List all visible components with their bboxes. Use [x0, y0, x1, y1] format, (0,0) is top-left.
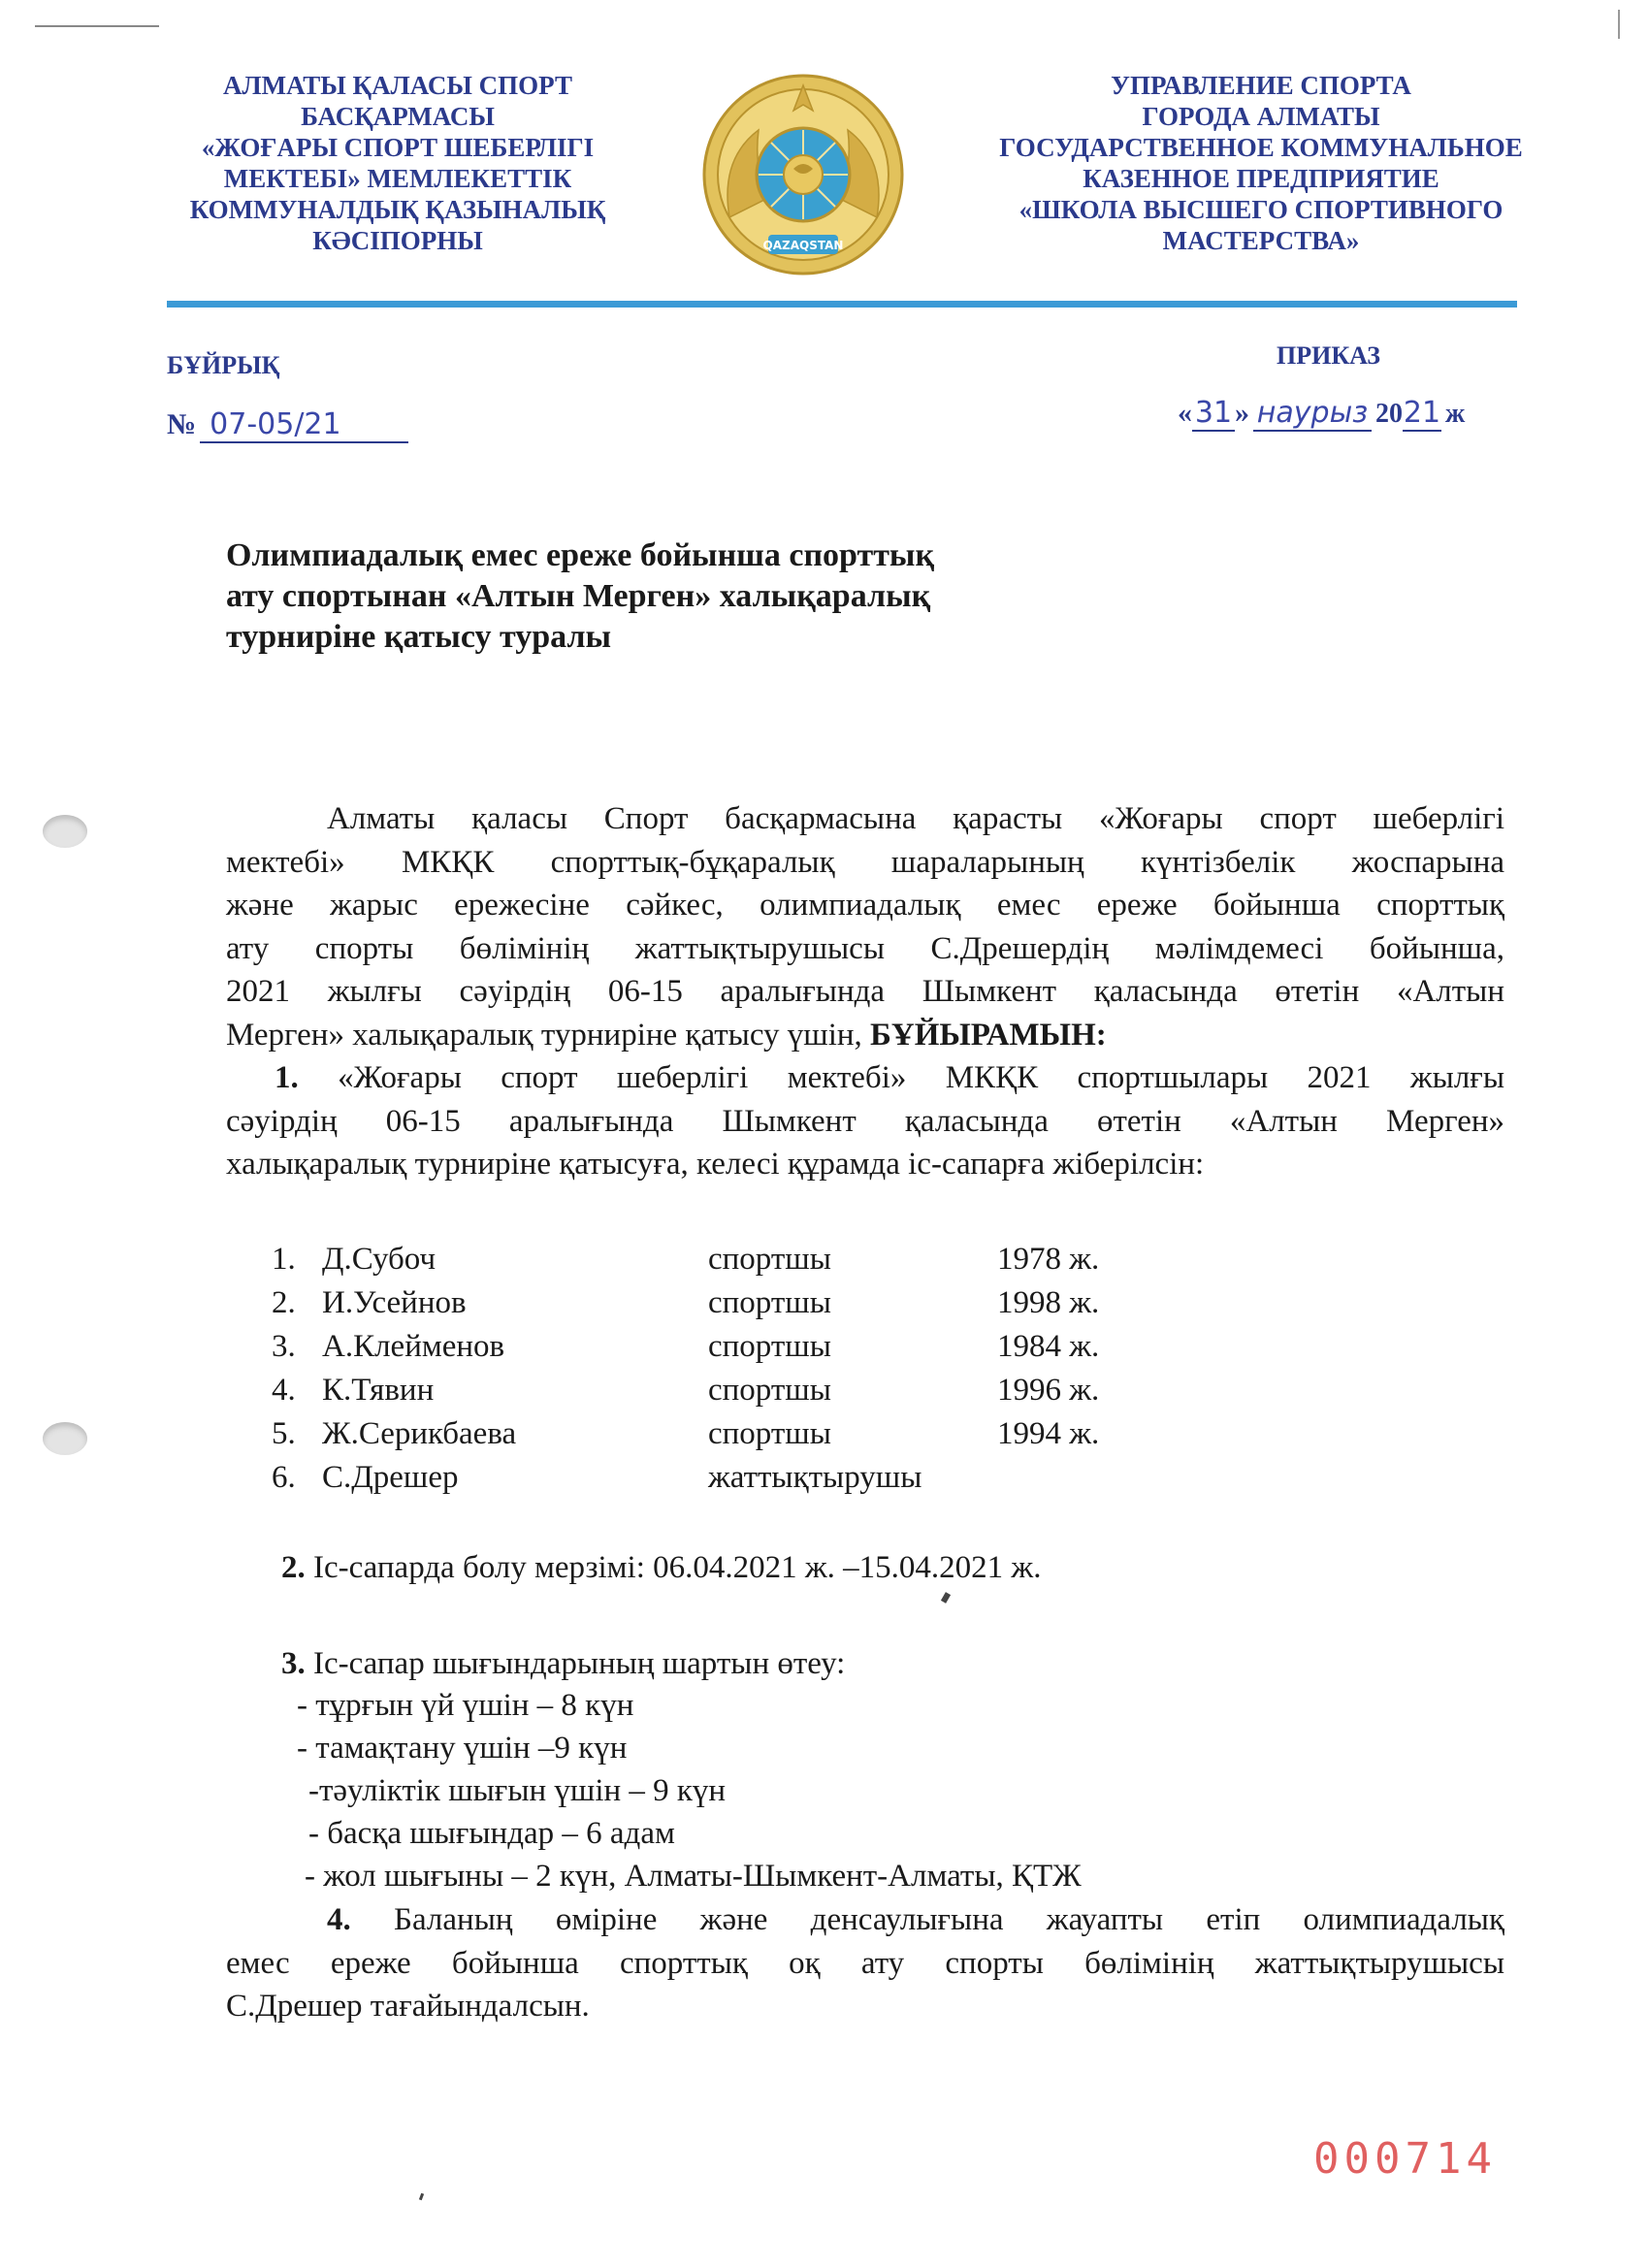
- header-left-line: МЕКТЕБІ» МЕМЛЕКЕТТІК: [223, 164, 572, 193]
- expense-item: - тамақтану үшін –9 күн: [297, 1731, 628, 1766]
- header-right-line: УПРАВЛЕНИЕ СПОРТА: [1111, 71, 1411, 100]
- intro-command: БҰЙЫРАМЫН:: [870, 1017, 1107, 1053]
- item-3: [281, 1642, 845, 1686]
- participant-number: 4.: [272, 1373, 296, 1408]
- participant-role: спортшы: [708, 1373, 831, 1408]
- item-4-line: С.Дрешер тағайындалсын.: [226, 1989, 590, 2024]
- item-1-number: 1.: [275, 1060, 299, 1095]
- intro-line: және жарыс ережесіне сәйкес, олимпиадалық емес ереже бойынша спорттық: [226, 888, 1504, 923]
- item-2-text: Іс-сапарда болу мерзімі: 06.04.2021 ж. –15.04.2021 ж.: [313, 1550, 1042, 1585]
- header-divider: [167, 301, 1517, 308]
- participant-year: 1984 ж.: [997, 1329, 1100, 1364]
- date-suffix: ж: [1445, 399, 1466, 429]
- item-1-line: сәуірдің 06-15 аралығында Шымкент қаласында өтетін «Алтын Мерген»: [226, 1103, 1504, 1139]
- participant-year: 1978 ж.: [997, 1242, 1100, 1277]
- item-2: [281, 1546, 1041, 1590]
- participant-role: спортшы: [708, 1416, 831, 1451]
- pen-mark: [941, 1592, 951, 1604]
- item-3-text: Іс-сапар шығындарының шартын өтеу:: [313, 1646, 846, 1681]
- intro-last-text: Мерген» халықаралық турниріне қатысу үшін,: [226, 1017, 862, 1053]
- order-number-value: 07-05/21: [200, 407, 408, 443]
- punch-hole-bottom: [43, 1422, 87, 1455]
- header-right-line: КАЗЕННОЕ ПРЕДПРИЯТИЕ: [1083, 164, 1439, 193]
- participant-role: спортшы: [708, 1242, 831, 1277]
- document-title: [226, 535, 1099, 658]
- participant-year: 1998 ж.: [997, 1285, 1100, 1320]
- header-right-line: МАСТЕРСТВА»: [1162, 226, 1360, 255]
- intro-line: Алматы қаласы Спорт басқармасына қарасты «Жоғары спорт шеберлігі: [327, 801, 1504, 836]
- participant-number: 5.: [272, 1416, 296, 1451]
- number-sign: №: [167, 408, 197, 440]
- participant-number: 2.: [272, 1285, 296, 1320]
- emblem-caption: QAZAQSTAN: [762, 239, 844, 252]
- item-4-line: [327, 1898, 1504, 1942]
- order-label-kz: БҰЙРЫҚ: [167, 351, 280, 379]
- item-1-line: [275, 1056, 1504, 1100]
- item-1: [226, 1056, 1504, 1186]
- title-line: турниріне қатысу туралы: [226, 619, 612, 655]
- date-open-quote: «: [1178, 397, 1192, 429]
- item-4-line: емес ереже бойынша спорттық оқ ату спорты бөлімінің жаттықтырушысы: [226, 1945, 1504, 1981]
- intro-line: мектебі» МКҚК спорттық-бұқаралық шараларының күнтізбелік жоспарына: [226, 844, 1504, 880]
- header-left-line: КӘСІПОРНЫ: [312, 226, 483, 255]
- item-2-number: 2.: [281, 1550, 306, 1585]
- order-label-ru: ПРИКАЗ: [1277, 341, 1381, 370]
- participant-number: 3.: [272, 1329, 296, 1364]
- participant-name: К.Тявин: [322, 1373, 435, 1408]
- date-year-prefix: 20: [1375, 399, 1403, 429]
- header-left-kz: [146, 70, 650, 256]
- order-number: [167, 407, 408, 443]
- participant-name: Ж.Серикбаева: [322, 1416, 517, 1451]
- date-month: наурыз: [1253, 396, 1372, 432]
- header-right-line: ГОСУДАРСТВЕННОЕ КОММУНАЛЬНОЕ: [999, 133, 1523, 162]
- header-left-line: БАСҚАРМАСЫ: [301, 102, 495, 131]
- participant-year: 1996 ж.: [997, 1373, 1100, 1408]
- intro-line: ату спорты бөлімінің жаттықтырушысы С.Дрешердің мәлімдемесі бойынша,: [226, 930, 1504, 966]
- header-right-ru: [980, 70, 1542, 256]
- title-line: ату спортынан «Алтын Мерген» халықаралық: [226, 578, 931, 614]
- expense-item: - тұрғын үй үшін – 8 күн: [297, 1688, 634, 1723]
- serial-number: 000714: [1313, 2134, 1497, 2184]
- participant-role: спортшы: [708, 1285, 831, 1320]
- date-day: 31: [1192, 396, 1235, 432]
- header-left-line: «ЖОҒАРЫ СПОРТ ШЕБЕРЛІГІ: [201, 133, 595, 162]
- scan-mark-corner: [1618, 10, 1620, 39]
- participant-name: Д.Субоч: [322, 1242, 436, 1277]
- expense-item: - жол шығыны – 2 күн, Алматы-Шымкент-Алматы, ҚТЖ: [305, 1859, 1082, 1894]
- intro-line: 2021 жылғы сәуірдің 06-15 аралығында Шымкент қаласында өтетін «Алтын: [226, 974, 1504, 1009]
- item-4-text: Баланың өміріне және денсаулығына жауапты етіп олимпиадалық: [394, 1902, 1504, 1937]
- item-1-line: халықаралық турниріне қатысуға, келесі құрамда іс-сапарға жіберілсін:: [226, 1147, 1205, 1182]
- participant-number: 6.: [272, 1460, 296, 1495]
- participant-year: 1994 ж.: [997, 1416, 1100, 1451]
- header-right-line: ГОРОДА АЛМАТЫ: [1142, 102, 1380, 131]
- punch-hole-top: [43, 815, 87, 848]
- participant-number: 1.: [272, 1242, 296, 1277]
- date-close-quote: »: [1235, 397, 1249, 429]
- item-3-number: 3.: [281, 1646, 306, 1681]
- expense-item: - басқа шығындар – 6 адам: [308, 1816, 675, 1851]
- header-left-line: КОММУНАЛДЫҚ ҚАЗЫНАЛЫҚ: [189, 195, 606, 224]
- item-1-text: «Жоғары спорт шеберлігі мектебі» МКҚК спортшылары 2021 жылғы: [338, 1060, 1505, 1095]
- order-date: [1178, 396, 1465, 432]
- state-emblem-logo: [700, 72, 906, 277]
- participant-name: И.Усейнов: [322, 1285, 467, 1320]
- header-left-line: АЛМАТЫ ҚАЛАСЫ СПОРТ: [223, 71, 572, 100]
- date-year: 21: [1403, 396, 1441, 430]
- expense-item: -тәуліктік шығын үшін – 9 күн: [308, 1773, 727, 1808]
- participant-name: С.Дрешер: [322, 1460, 459, 1495]
- item-4: [226, 1898, 1504, 2028]
- header-right-line: «ШКОЛА ВЫСШЕГО СПОРТИВНОГО: [1018, 195, 1504, 224]
- scan-mark-top: [35, 25, 159, 27]
- participant-name: А.Клейменов: [322, 1329, 505, 1364]
- participant-role: жаттықтырушы: [708, 1460, 922, 1495]
- pen-mark: [419, 2193, 424, 2201]
- participant-role: спортшы: [708, 1329, 831, 1364]
- item-4-number: 4.: [327, 1902, 351, 1937]
- intro-line-last: [226, 1014, 1504, 1057]
- intro-paragraph: [226, 797, 1504, 1056]
- title-line: Олимпиадалық емес ереже бойынша спорттық: [226, 537, 935, 573]
